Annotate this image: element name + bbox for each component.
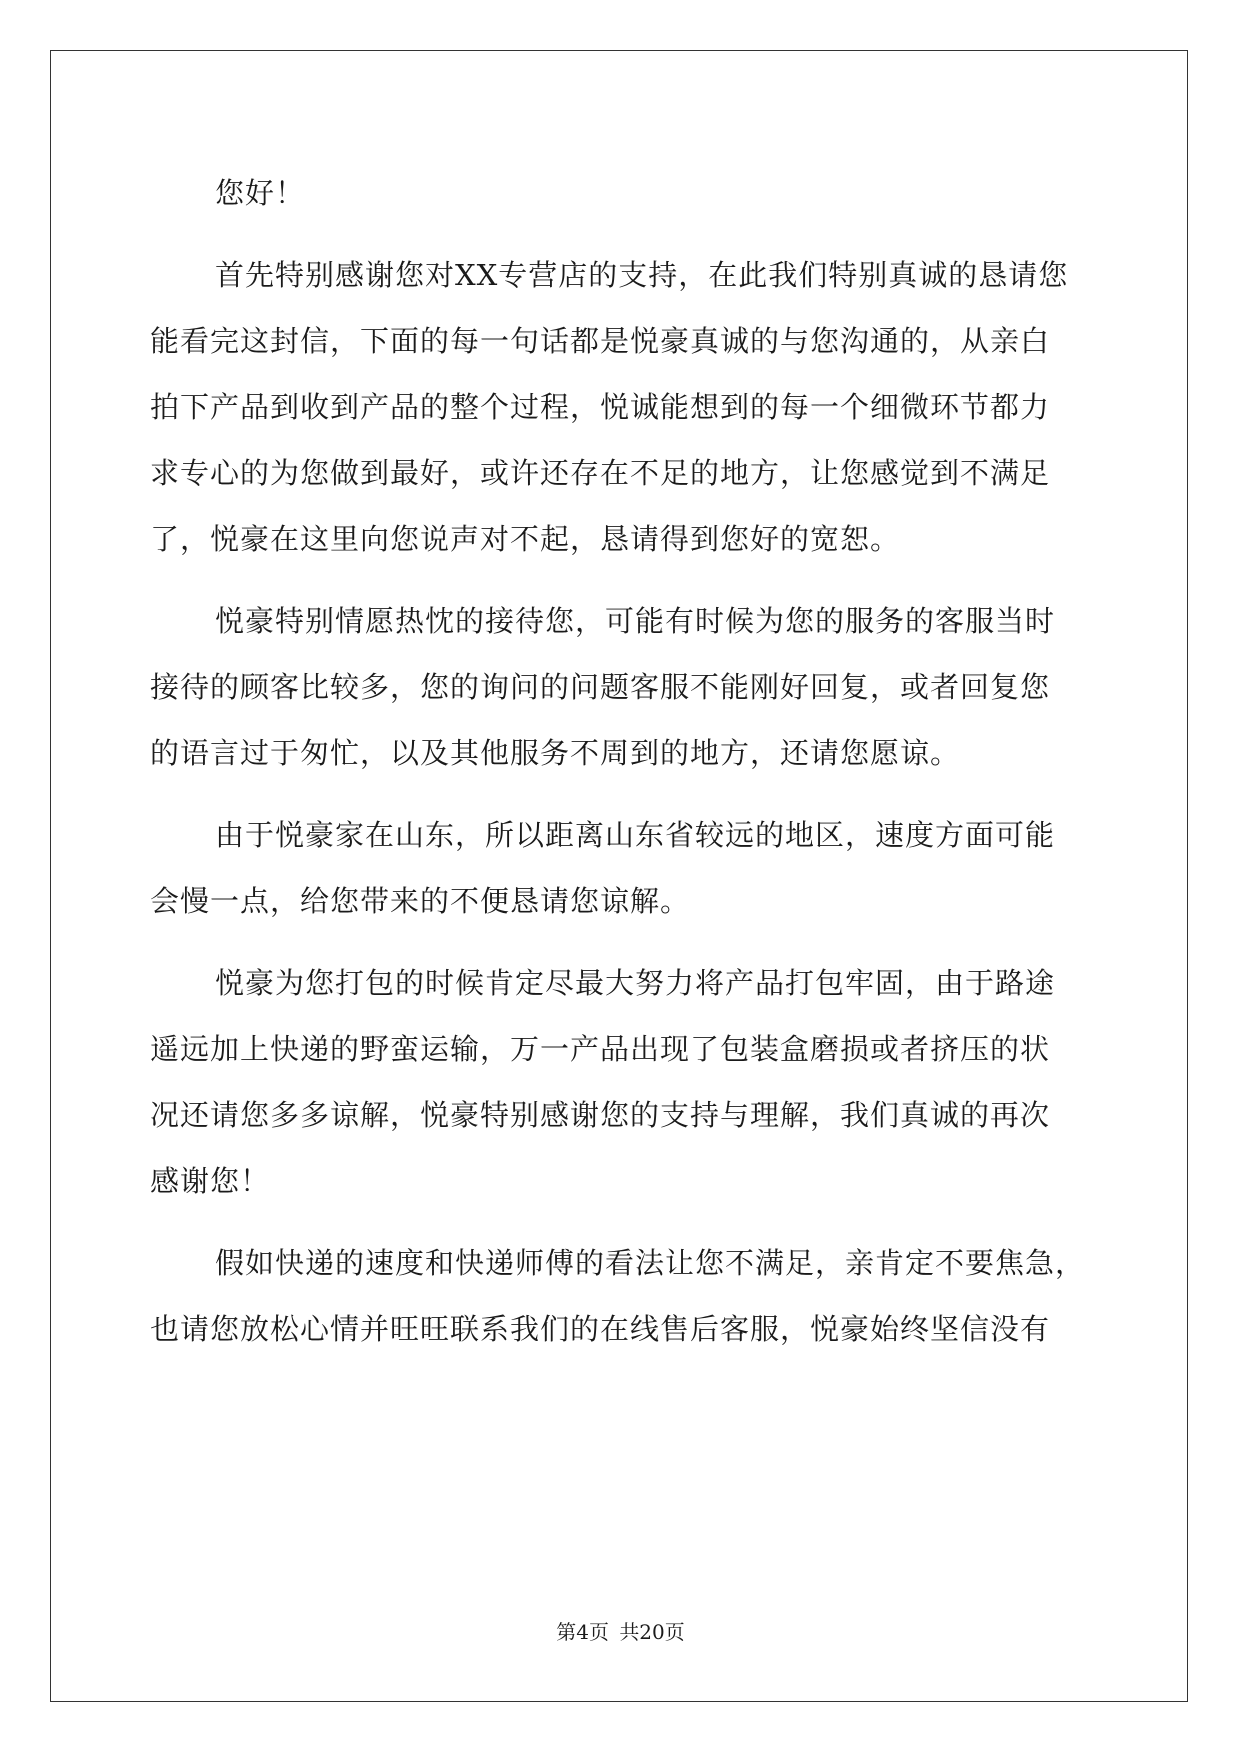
paragraph-1-line-3: 拍下产品到收到产品的整个过程，悦诚能想到的每一个细微环节都力 xyxy=(150,390,1051,424)
paragraph-5-line-1: 假如快递的速度和快递师傅的看法让您不满足，亲肯定不要焦急， xyxy=(215,1246,1086,1280)
paragraph-1-line-4: 求专心的为您做到最好，或许还存在不足的地方，让您感觉到不满足 xyxy=(150,456,1051,490)
paragraph-3-line-1: 由于悦豪家在山东，所以距离山东省较远的地区，速度方面可能 xyxy=(215,818,1056,852)
paragraph-1-line-1: 首先特别感谢您对XX专营店的支持，在此我们特别真诚的恳请您 xyxy=(215,258,1069,292)
page-total: 共20页 xyxy=(619,1620,685,1644)
paragraph-2-line-3: 的语言过于匆忙，以及其他服务不周到的地方，还请您愿谅。 xyxy=(150,736,961,770)
paragraph-3-line-2: 会慢一点，给您带来的不便恳请您谅解。 xyxy=(150,884,691,918)
paragraph-4-line-3: 况还请您多多谅解，悦豪特别感谢您的支持与理解，我们真诚的再次 xyxy=(150,1098,1051,1132)
paragraph-4-line-2: 遥远加上快递的野蛮运输，万一产品出现了包装盒磨损或者挤压的状 xyxy=(150,1032,1051,1066)
paragraph-5-line-2: 也请您放松心情并旺旺联系我们的在线售后客服，悦豪始终坚信没有 xyxy=(150,1312,1051,1346)
paragraph-2-line-2: 接待的顾客比较多，您的询问的问题客服不能刚好回复，或者回复您 xyxy=(150,670,1051,704)
greeting-line: 您好！ xyxy=(215,176,306,210)
paragraph-1-line-5: 了，悦豪在这里向您说声对不起，恳请得到您好的宽恕。 xyxy=(150,522,901,556)
paragraph-4-line-4: 感谢您！ xyxy=(150,1164,271,1198)
page-footer xyxy=(0,1620,1241,1644)
letter-body xyxy=(150,160,1090,1362)
paragraph-4-line-1: 悦豪为您打包的时候肯定尽最大努力将产品打包牢固，由于路途 xyxy=(215,966,1056,1000)
page-number: 第4页 xyxy=(556,1620,609,1644)
paragraph-2-line-1: 悦豪特别情愿热忱的接待您，可能有时候为您的服务的客服当时 xyxy=(215,604,1056,638)
paragraph-1-line-2: 能看完这封信，下面的每一句话都是悦豪真诚的与您沟通的，从亲白 xyxy=(150,324,1051,358)
